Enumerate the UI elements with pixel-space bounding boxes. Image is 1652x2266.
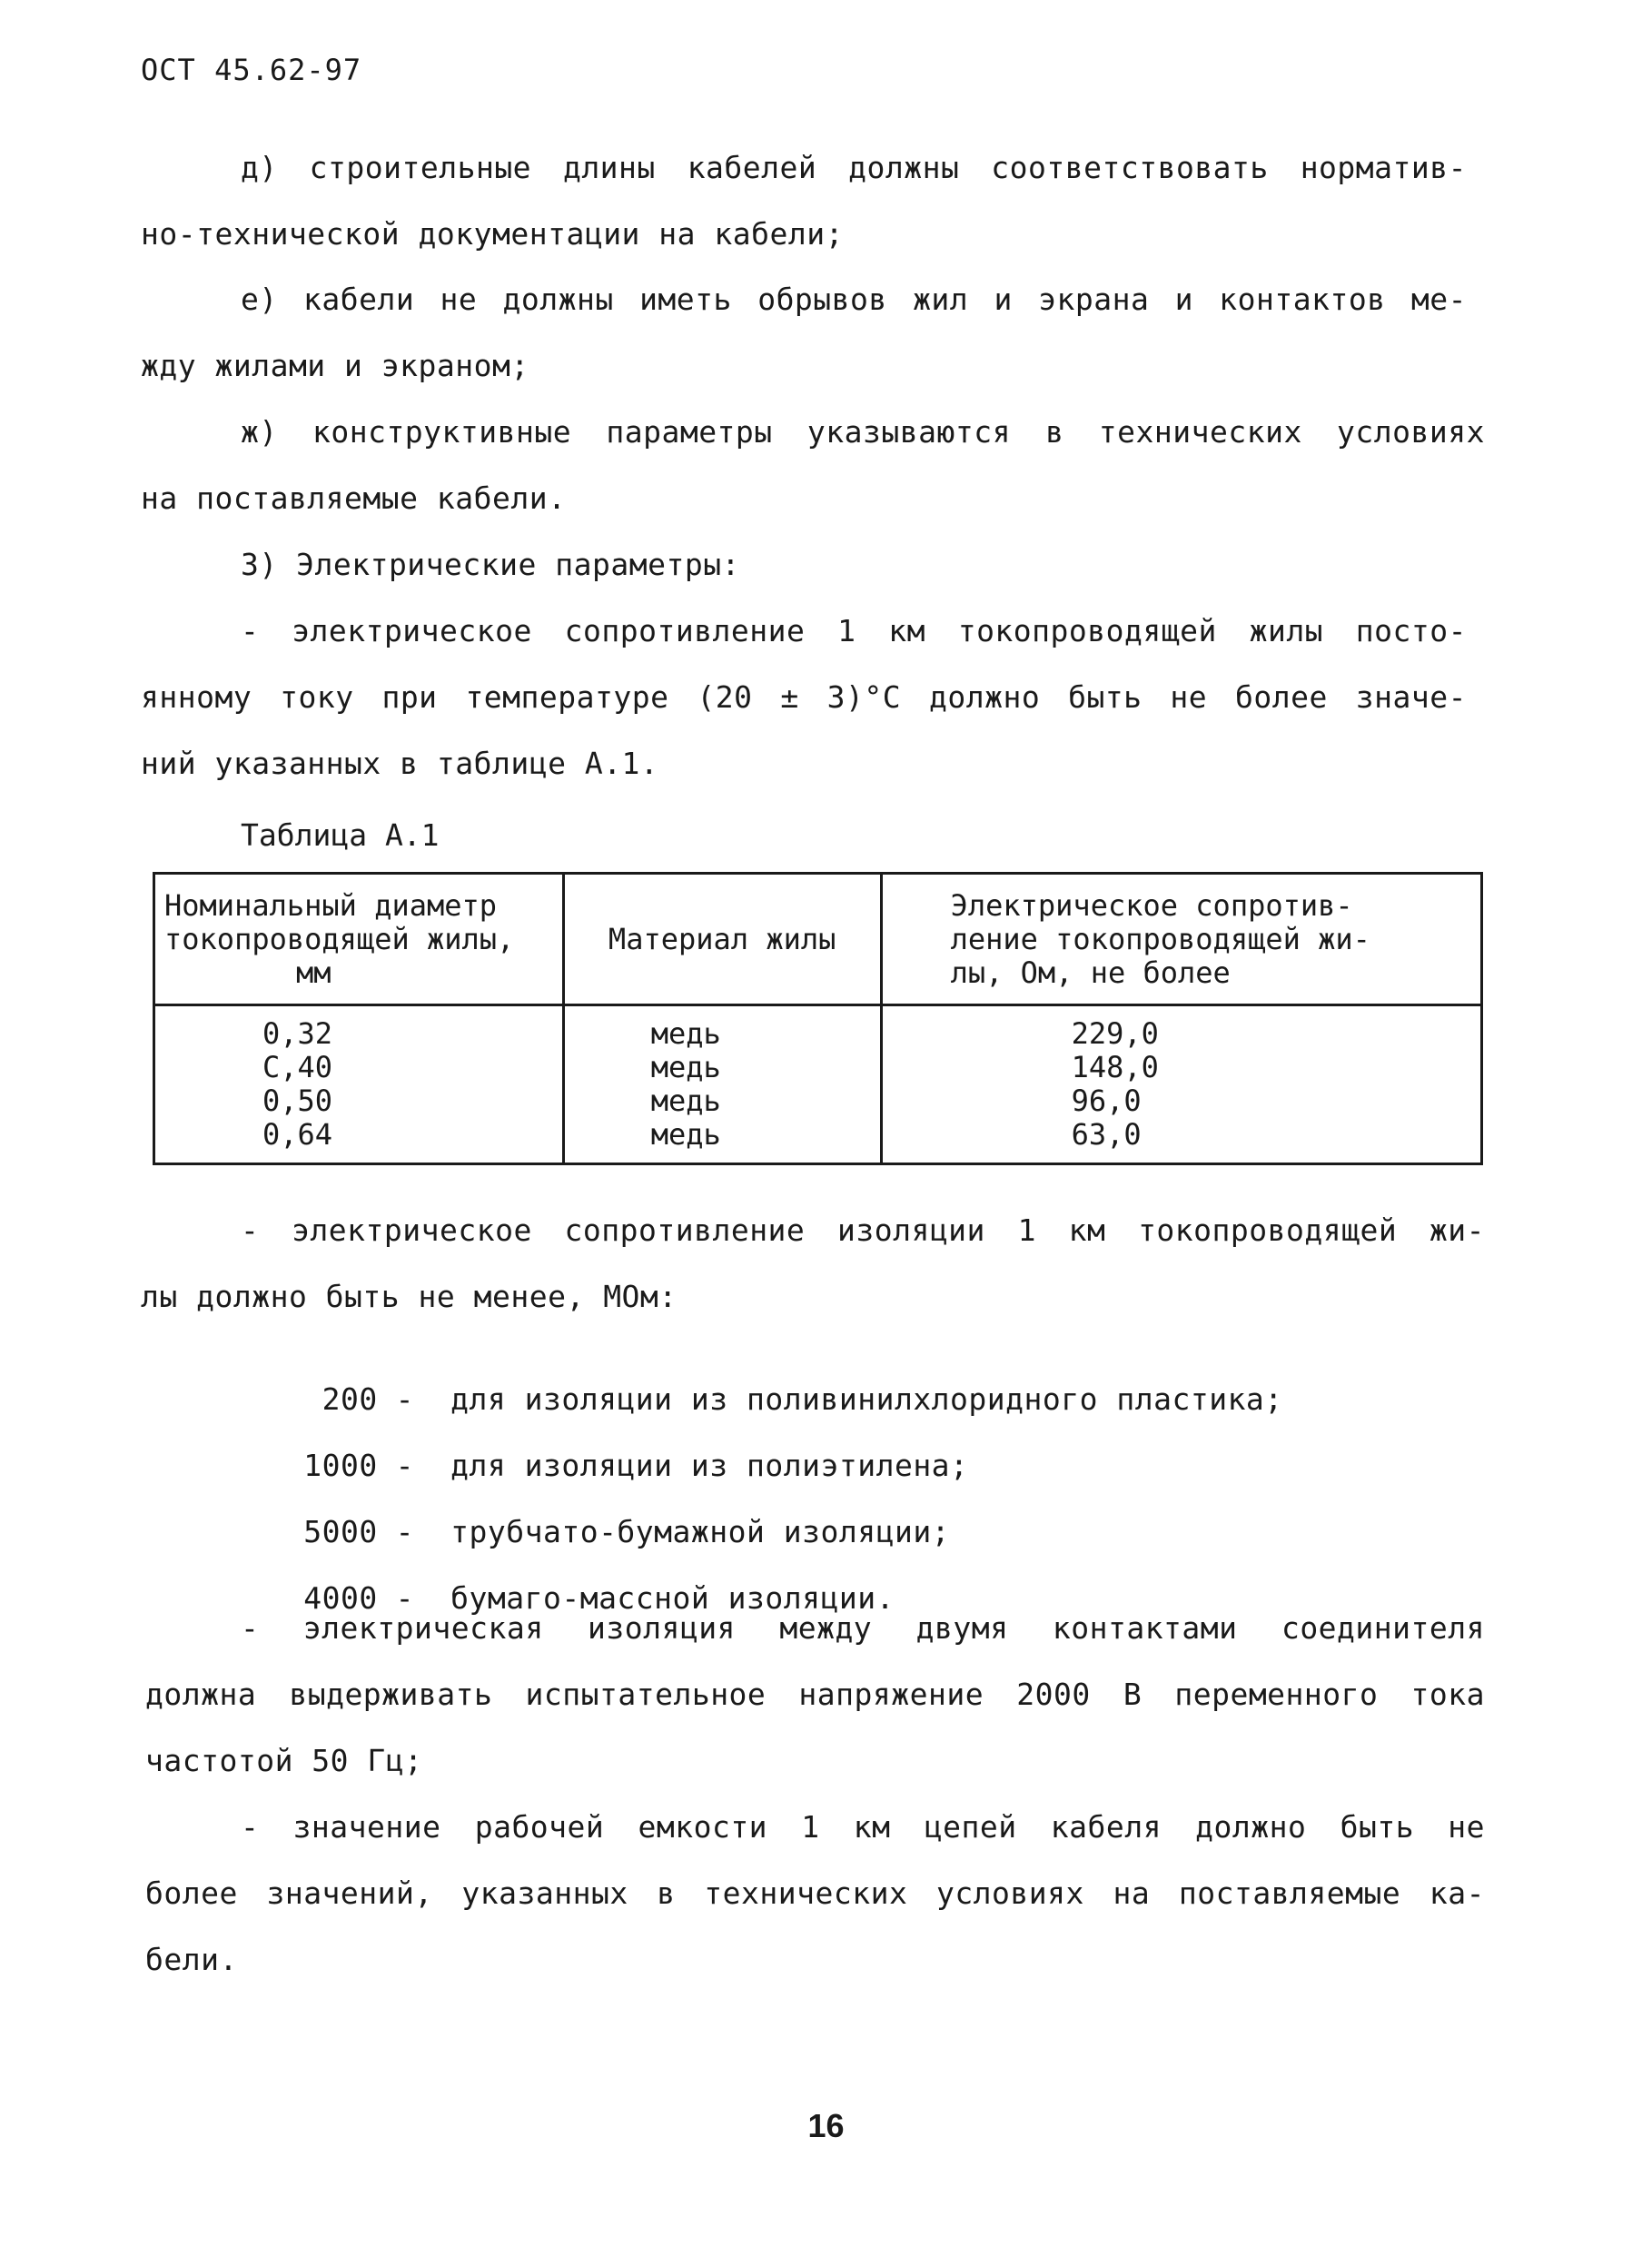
insulation-item: [250, 1544, 895, 1617]
paragraph-zh-line-1: ж) конструктивные параметры указываются в технических условиях: [241, 414, 1485, 450]
header-diameter: [154, 874, 564, 1005]
cell-material: медь: [563, 1005, 881, 1052]
header-material: Материал жилы: [563, 874, 881, 1005]
document-code: ОСТ 45.62-97: [141, 53, 362, 87]
insulation-text: бумаго-массной изоляции.: [450, 1580, 895, 1616]
insulation-value: 4000: [303, 1580, 378, 1616]
resistance-table: [153, 872, 1483, 1165]
header-resistance-line-3: лы, Ом, не более: [950, 955, 1231, 990]
cell-diameter: 0,50: [154, 1084, 564, 1118]
insulation-text: трубчато-бумажной изоляции;: [450, 1514, 951, 1549]
resistance-line-2: янному току при температуре (20 ± 3)°С должно быть не более значе-: [141, 679, 1467, 715]
section-3-heading: 3) Электрические параметры:: [241, 547, 740, 582]
table-caption: Таблица А.1: [241, 817, 440, 853]
header-diameter-line-2: токопроводящей жилы,: [164, 921, 515, 956]
cell-diameter: С,40: [154, 1051, 564, 1084]
insulation-value: 5000: [303, 1514, 378, 1549]
insulation-dash: -: [395, 1514, 414, 1549]
cell-material: медь: [563, 1051, 881, 1084]
insulation-text: для изоляции из поливинилхлоридного пластика;: [450, 1381, 1283, 1417]
insulation-item: [250, 1411, 968, 1484]
table-header-row: [154, 874, 1482, 1005]
insulation-dash: -: [395, 1381, 414, 1417]
insulation-item: [250, 1345, 1283, 1418]
table-row: [154, 1118, 1482, 1164]
paragraph-e-line-2: жду жилами и экраном;: [141, 348, 529, 383]
insulation-dash: -: [395, 1448, 414, 1483]
insulation-intro-line-2: лы должно быть не менее, МОм:: [141, 1279, 678, 1314]
insulation-value: 200: [321, 1381, 378, 1417]
cell-resistance: 229,0: [881, 1005, 1481, 1052]
insulation-intro-line-1: - электрическое сопротивление изоляции 1 км токопроводящей жи-: [241, 1212, 1485, 1248]
insulation-value: 1000: [303, 1448, 378, 1483]
connector-line-2: должна выдерживать испытательное напряжение 2000 В переменного тока: [145, 1677, 1485, 1712]
cell-diameter: 0,64: [154, 1118, 564, 1164]
capacity-line-3: бели.: [145, 1942, 238, 1977]
cell-material: медь: [563, 1084, 881, 1118]
paragraph-d-line-1: д) строительные длины кабелей должны соответствовать норматив-: [241, 150, 1467, 185]
cell-resistance: 63,0: [881, 1118, 1481, 1164]
paragraph-zh-line-2: на поставляемые кабели.: [141, 480, 567, 516]
paragraph-e-line-1: е) кабели не должны иметь обрывов жил и экрана и контактов ме-: [241, 282, 1467, 317]
cell-material: медь: [563, 1118, 881, 1164]
header-diameter-line-1: Номинальный диаметр: [164, 887, 498, 923]
connector-line-3: частотой 50 Гц;: [145, 1743, 423, 1778]
capacity-line-2: более значений, указанных в технических условиях на поставляемые ка-: [145, 1875, 1485, 1911]
cell-resistance: 96,0: [881, 1084, 1481, 1118]
connector-line-1: - электрическая изоляция между двумя контактами соединителя: [241, 1610, 1485, 1646]
cell-diameter: 0,32: [154, 1005, 564, 1052]
header-resistance-line-1: Электрическое сопротив-: [950, 887, 1353, 923]
paragraph-d-line-2: но-технической документации на кабели;: [141, 216, 844, 252]
capacity-line-1: - значение рабочей емкости 1 км цепей кабеля должно быть не: [241, 1809, 1485, 1845]
page-number: 16: [807, 2107, 845, 2144]
cell-resistance: 148,0: [881, 1051, 1481, 1084]
insulation-dash: -: [395, 1580, 414, 1616]
insulation-item: [250, 1478, 950, 1550]
insulation-text: для изоляции из полиэтилена;: [450, 1448, 969, 1483]
table-row: [154, 1084, 1482, 1118]
header-diameter-line-3: мм: [296, 955, 331, 990]
header-resistance: [881, 874, 1481, 1005]
header-resistance-line-2: ление токопроводящей жи-: [950, 921, 1370, 956]
resistance-line-3: ний указанных в таблице А.1.: [141, 746, 659, 781]
resistance-line-1: - электрическое сопротивление 1 км токопроводящей жилы посто-: [241, 613, 1467, 648]
table-row: [154, 1051, 1482, 1084]
table-row: [154, 1005, 1482, 1052]
